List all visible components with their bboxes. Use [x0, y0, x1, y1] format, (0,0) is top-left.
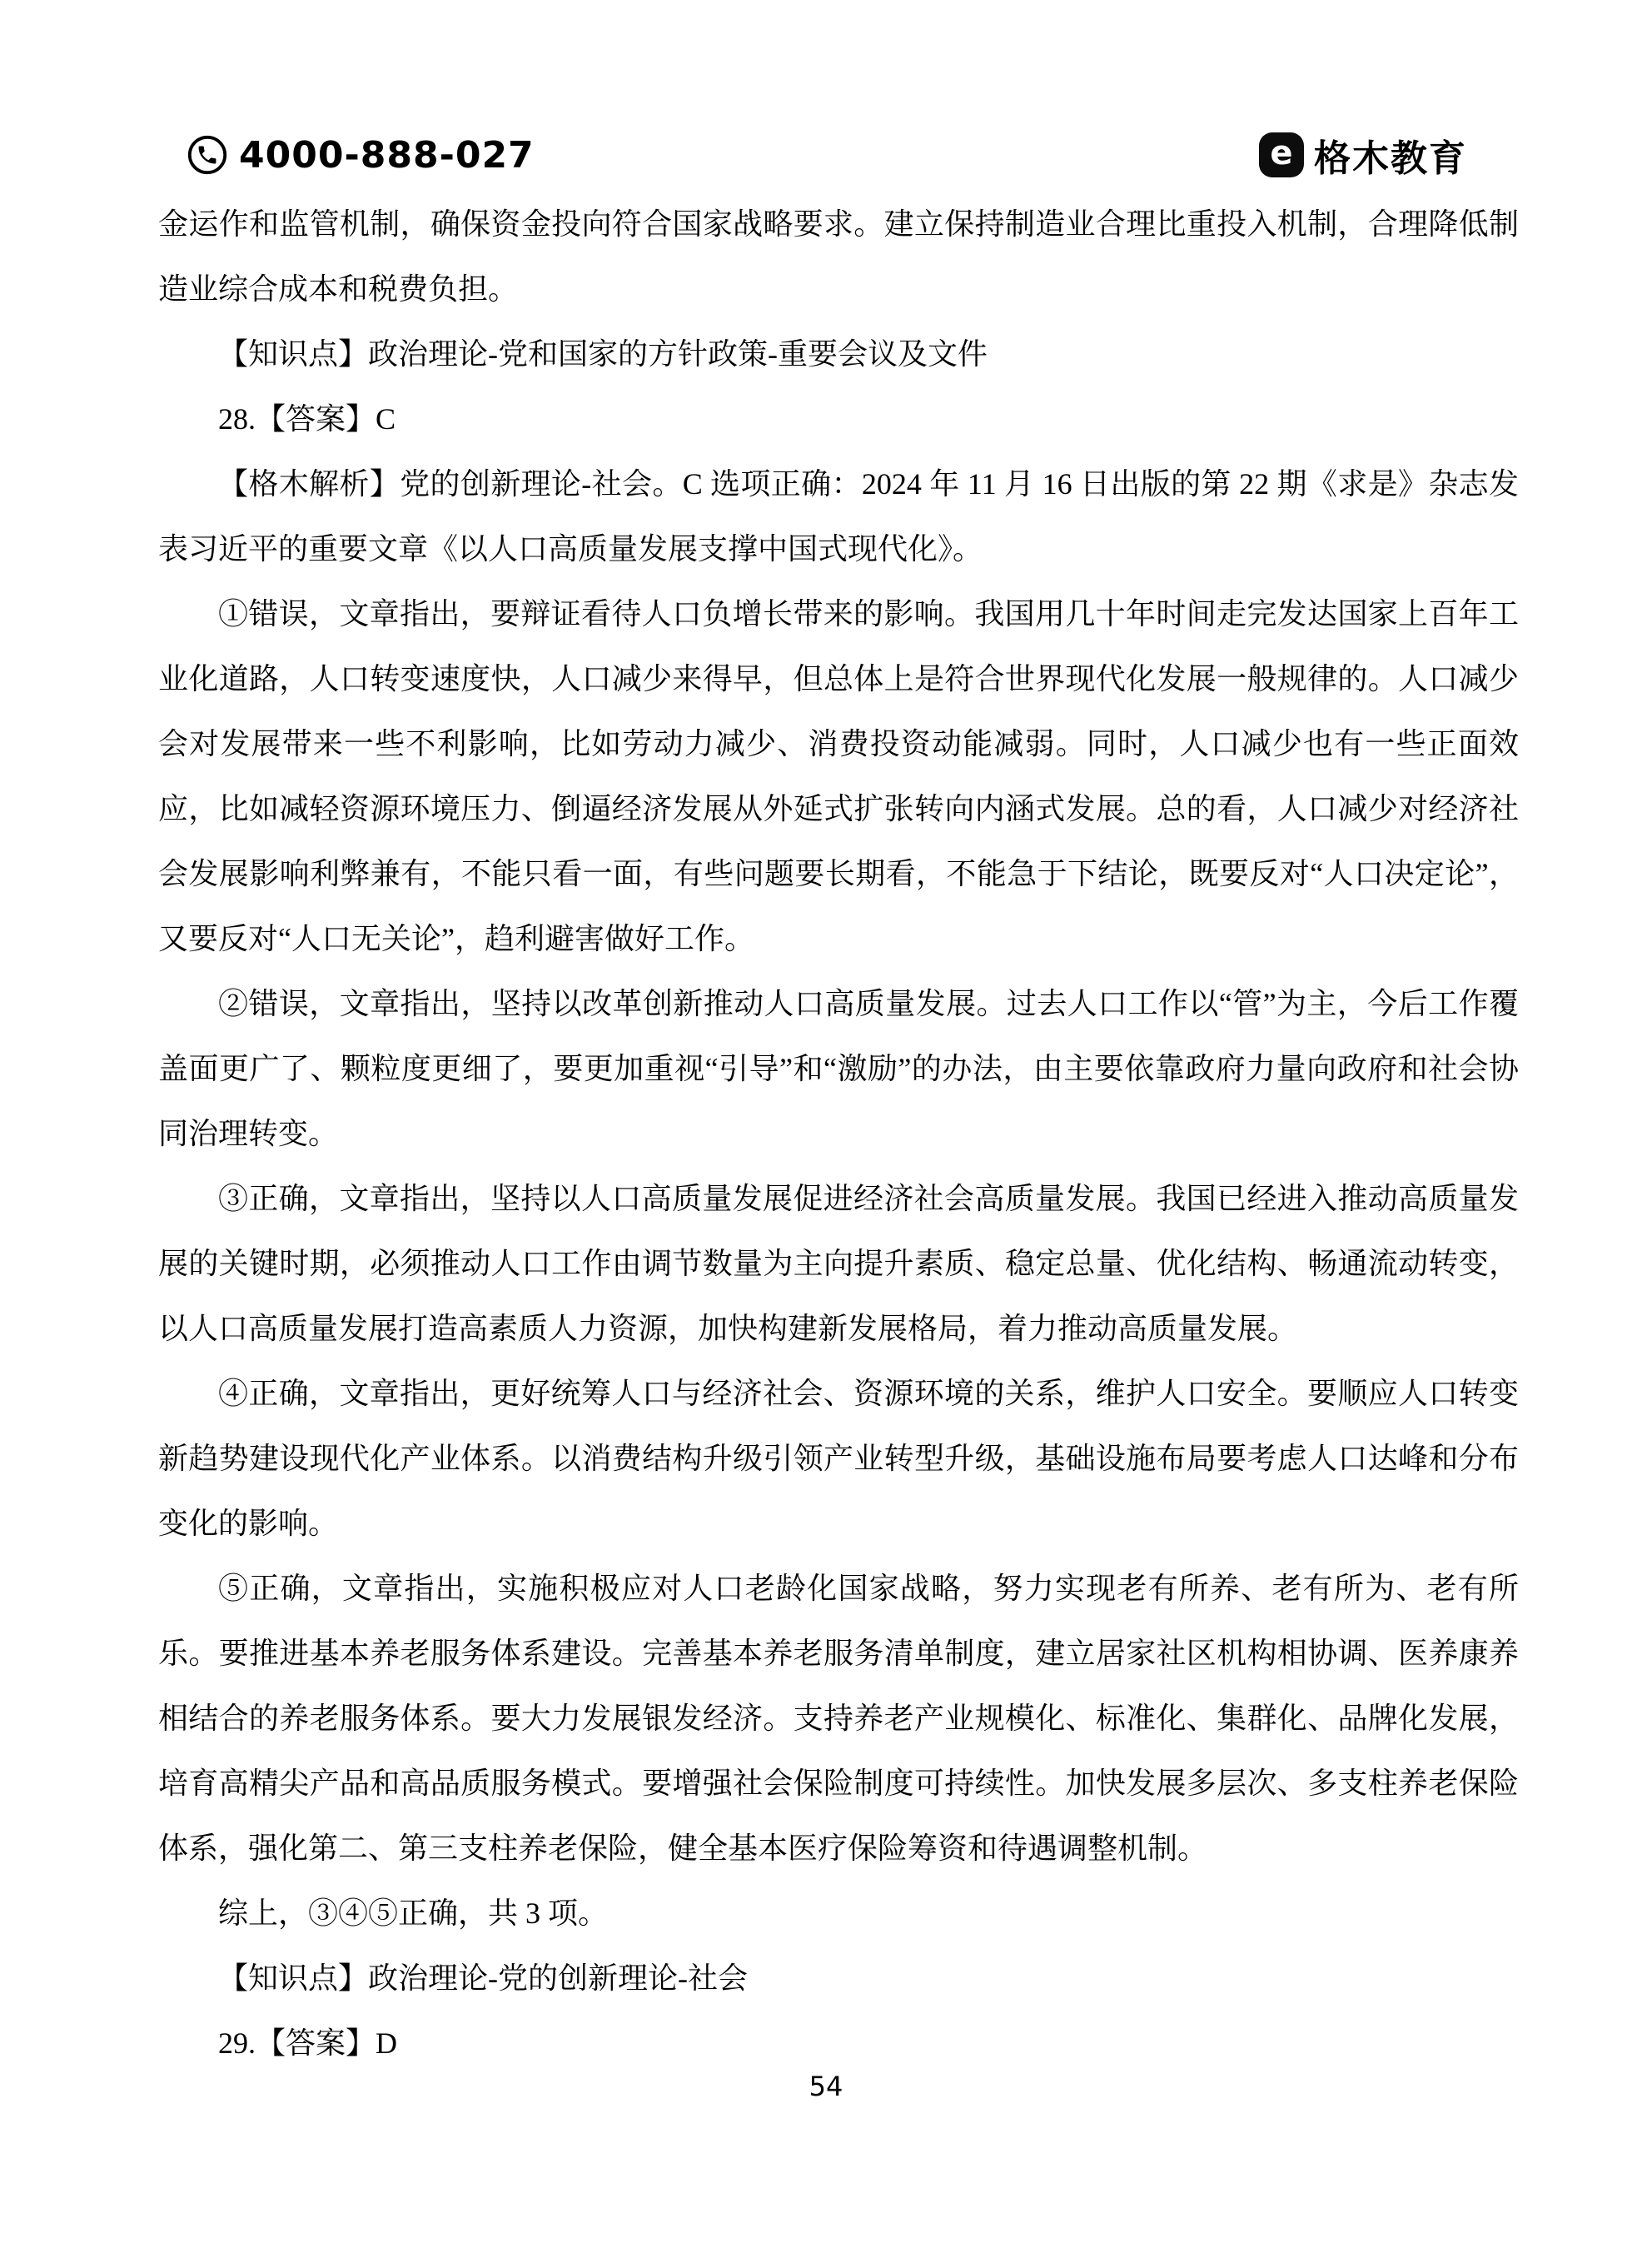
phone-contact	[187, 134, 535, 177]
page-number: 54	[809, 2071, 843, 2102]
phone-icon	[187, 135, 227, 175]
paragraph: ⑤正确，文章指出，实施积极应对人口老龄化国家战略，努力实现老有所养、老有所为、老有所乐。要推进基本养老服务体系建设。完善基本养老服务清单制度，建立居家社区机构相协调、医养康养相结合的养老服务体系。要大力发展银发经济。支持养老产业规模化、标准化、集群化、品牌化发展，培育高精尖产品和高品质服务模式。要增强社会保险制度可持续性。加快发展多层次、多支柱养老保险体系，强化第二、第三支柱养老保险，健全基本医疗保险筹资和待遇调整机制。	[158, 1572, 1519, 1865]
brand-logo	[1259, 128, 1467, 182]
paragraph: ①错误，文章指出，要辩证看待人口负增长带来的影响。我国用几十年时间走完发达国家上百年工业化道路，人口转变速度快，人口减少来得早，但总体上是符合世界现代化发展一般规律的。人口减少会对发展带来一些不利影响，比如劳动力减少、消费投资动能减弱。同时，人口减少也有一些正面效应，比如减轻资源环境压力、倒逼经济发展从外延式扩张转向内涵式发展。总的看，人口减少对经济社会发展影响利弊兼有，不能只看一面，有些问题要长期看，不能急于下结论，既要反对“人口决定论”，又要反对“人口无关论”，趋利避害做好工作。	[158, 597, 1519, 955]
phone-number: 4000-888-027	[239, 133, 535, 177]
logo-letter: e	[1270, 134, 1293, 172]
paragraph: ②错误，文章指出，坚持以改革创新推动人口高质量发展。过去人口工作以“管”为主，今后工作覆盖面更广了、颗粒度更细了，要更加重视“引导”和“激励”的办法，由主要依靠政府力量向政府和社会协同治理转变。	[158, 987, 1519, 1150]
paragraph: ③正确，文章指出，坚持以人口高质量发展促进经济社会高质量发展。我国已经进入推动高质量发展的关键时期，必须推动人口工作由调节数量为主向提升素质、稳定总量、优化结构、畅通流动转变，以人口高质量发展打造高素质人力资源，加快构建新发展格局，着力推动高质量发展。	[158, 1182, 1519, 1345]
logo-e-icon	[1259, 132, 1304, 177]
document-body	[158, 192, 1519, 2076]
paragraph: 综上，③④⑤正确，共 3 项。	[218, 1897, 609, 1930]
paragraph: 金运作和监管机制，确保资金投向符合国家战略要求。建立保持制造业合理比重投入机制，合理降低制造业综合成本和税费负担。	[158, 207, 1519, 306]
paragraph: ④正确，文章指出，更好统筹人口与经济社会、资源环境的关系，维护人口安全。要顺应人口转变新趋势建设现代化产业体系。以消费结构升级引领产业转型升级，基础设施布局要考虑人口达峰和分布变化的影响。	[158, 1377, 1519, 1540]
paragraph: 28.【答案】C	[218, 402, 396, 436]
logo-text: 格木教育	[1314, 137, 1467, 180]
paragraph: 【知识点】政治理论-党和国家的方针政策-重要会议及文件	[218, 337, 988, 371]
paragraph: 【知识点】政治理论-党的创新理论-社会	[218, 1961, 748, 1995]
paragraph: 【格木解析】党的创新理论-社会。C 选项正确：2024 年 11 月 16 日出版的第 22 期《求是》杂志发表习近平的重要文章《以人口高质量发展支撑中国式现代化》。	[158, 467, 1519, 566]
paragraph: 29.【答案】D	[218, 2026, 397, 2060]
page-header	[187, 125, 1467, 185]
